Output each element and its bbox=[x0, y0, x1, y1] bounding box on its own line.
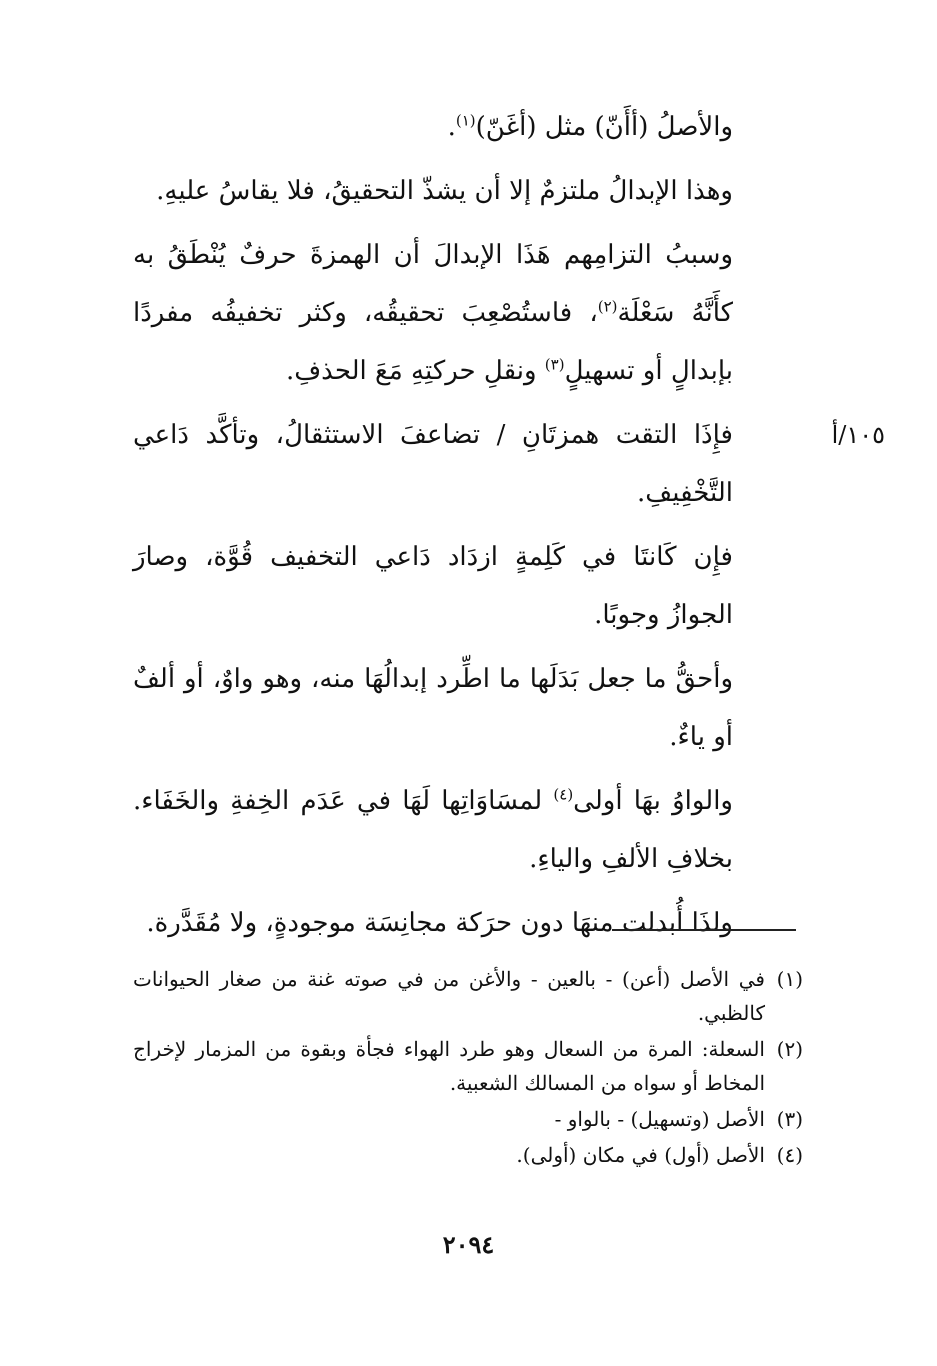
paragraph-text: والأصلُ (أأَنّ) مثل (أغَنّ) bbox=[475, 112, 733, 142]
footnote-text: السعلة: المرة من السعال وهو طرد الهواء فجأة وبقوة من المزمار لإخراج المخاط أو سواه من المسالك الشعبية. bbox=[133, 1037, 765, 1095]
paragraph-5 bbox=[133, 528, 803, 644]
footnote-marker: (٢) bbox=[597, 297, 618, 316]
footnote-marker: (١) bbox=[455, 111, 476, 130]
footnotes-section bbox=[133, 962, 803, 1174]
manuscript-folio-reference: ١٠٥/أ bbox=[831, 421, 885, 449]
main-text-body bbox=[133, 98, 885, 958]
footnote-marker: (٤) bbox=[553, 785, 574, 804]
paragraph-8 bbox=[133, 894, 803, 952]
footnote-number: (١) bbox=[776, 967, 803, 991]
paragraph-tail: لمسَاوَاتِها لَهَا في عَدَم الخِفةِ والخَفَاء. بخلافِ الألفِ والياءِ. bbox=[133, 786, 733, 874]
paragraph-7 bbox=[133, 772, 803, 888]
paragraph-text: وهذا الإبدالُ ملتزمٌ إلا أن يشذّ التحقيقُ، فلا يقاسُ عليهِ. bbox=[156, 176, 733, 206]
paragraph-1 bbox=[133, 98, 803, 156]
footnote-separator bbox=[612, 929, 796, 931]
footnote-2 bbox=[133, 1032, 803, 1100]
footnote-marker: (٣) bbox=[544, 355, 565, 374]
footnote-number: (٤) bbox=[776, 1143, 803, 1167]
footnote-3 bbox=[133, 1102, 803, 1136]
paragraph-text: وأحقُّ ما جعل بَدَلَها ما اطِّرد إبدالُهَا منه، وهو واوٌ، أو ألفٌ أو ياءٌ. bbox=[133, 664, 733, 752]
paragraph-text: فإِذَا التقت همزتَانِ / تضاعفَ الاستثقالُ، وتأكَّد دَاعي التَّخْفِيفِ. bbox=[133, 420, 733, 508]
paragraph-6 bbox=[133, 650, 803, 766]
paragraph-3 bbox=[133, 226, 803, 400]
paragraph-text: والواوُ بهَا أولى bbox=[573, 786, 733, 816]
paragraph-4 bbox=[133, 406, 885, 522]
footnote-text: في الأصل (أعن) - بالعين - والأغن من في صوته غنة من صغار الحيوانات كالظبي. bbox=[133, 967, 765, 1025]
footnote-text: الأصل (أول) في مكان (أولى). bbox=[516, 1143, 765, 1167]
paragraph-tail: ، فاستُصْعِبَ تحقيقُه، وكثر تخفيفُه مفردًا بإبدالٍ أو تسهيلٍ bbox=[133, 298, 733, 386]
paragraph-tail: . bbox=[447, 112, 456, 142]
paragraph-text: ولذَا أُبدلت منهَا دون حرَكة مجانِسَة موجودةٍ، ولا مُقَدَّرة. bbox=[146, 908, 733, 938]
page-number: ٢٠٩٤ bbox=[442, 1230, 495, 1259]
footnote-4 bbox=[133, 1138, 803, 1172]
paragraph-2 bbox=[133, 162, 803, 220]
footnote-text: الأصل (وتسهيل) - بالواو - bbox=[554, 1107, 765, 1131]
paragraph-text: فإِن كَانتَا في كَلِمةٍ ازدَاد دَاعي التخفيف قُوَّة، وصارَ الجوازُ وجوبًا. bbox=[133, 542, 733, 630]
footnote-number: (٣) bbox=[776, 1107, 803, 1131]
paragraph-text: وسببُ التزامِهم هَذَا الإبدالَ أن الهمزةَ حرفٌ يُنْطَقُ به كأَنَّهُ سَعْلَة bbox=[133, 240, 734, 328]
footnote-1 bbox=[133, 962, 803, 1030]
paragraph-tail: ونقلِ حركتِهِ مَعَ الحذفِ. bbox=[285, 356, 545, 386]
footnote-number: (٢) bbox=[776, 1037, 803, 1061]
